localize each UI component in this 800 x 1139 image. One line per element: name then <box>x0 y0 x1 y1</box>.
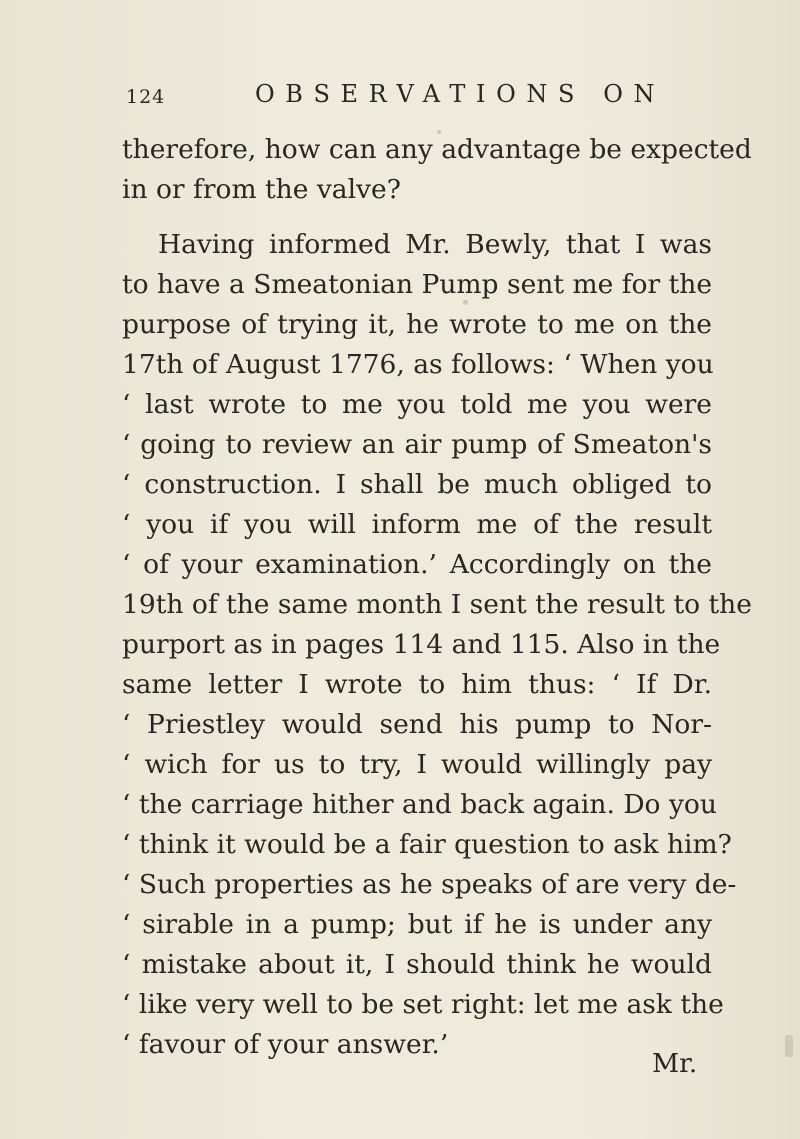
catchword: Mr. <box>652 1048 698 1079</box>
text-line: in or from the valve? <box>122 174 401 205</box>
paper-edge-stain <box>785 1035 793 1057</box>
text-line: purpose of trying it, he wrote to me on the <box>122 309 712 340</box>
paper-speck <box>463 300 468 305</box>
text-line: Having informed Mr. Bewly, that I was <box>158 229 712 260</box>
text-line: ‘ think it would be a fair question to ask him? <box>122 829 732 860</box>
text-line: ‘ favour of your answer.’ <box>122 1029 449 1060</box>
paper-speck <box>437 130 441 134</box>
text-line: ‘ you if you will inform me of the result <box>122 509 712 540</box>
text-line: ‘ mistake about it, I should think he would <box>122 949 712 980</box>
text-line: ‘ Such properties as he speaks of are very de- <box>122 869 737 900</box>
text-line: 17th of August 1776, as follows: ‘ When you <box>122 349 714 380</box>
text-line: therefore, how can any advantage be expected <box>122 134 752 165</box>
page-number: 124 <box>126 86 166 108</box>
text-line: ‘ Priestley would send his pump to Nor- <box>122 709 712 740</box>
text-line: ‘ the carriage hither and back again. Do you <box>122 789 717 820</box>
text-line: ‘ construction. I shall be much obliged to <box>122 469 712 500</box>
text-line: ‘ like very well to be set right: let me ask the <box>122 989 724 1020</box>
text-line: purport as in pages 114 and 115. Also in the <box>122 629 721 660</box>
running-head: OBSERVATIONS ON <box>255 80 666 108</box>
text-line: ‘ sirable in a pump; but if he is under any <box>122 909 712 940</box>
text-line: same letter I wrote to him thus: ‘ If Dr. <box>122 669 712 700</box>
text-line: ‘ wich for us to try, I would willingly pay <box>122 749 712 780</box>
text-line: ‘ of your examination.’ Accordingly on the <box>122 549 712 580</box>
text-line: ‘ last wrote to me you told me you were <box>122 389 712 420</box>
page-header <box>0 80 800 116</box>
text-line: to have a Smeatonian Pump sent me for the <box>122 269 712 300</box>
text-line: ‘ going to review an air pump of Smeaton's <box>122 429 712 460</box>
text-line: 19th of the same month I sent the result to the <box>122 589 752 620</box>
